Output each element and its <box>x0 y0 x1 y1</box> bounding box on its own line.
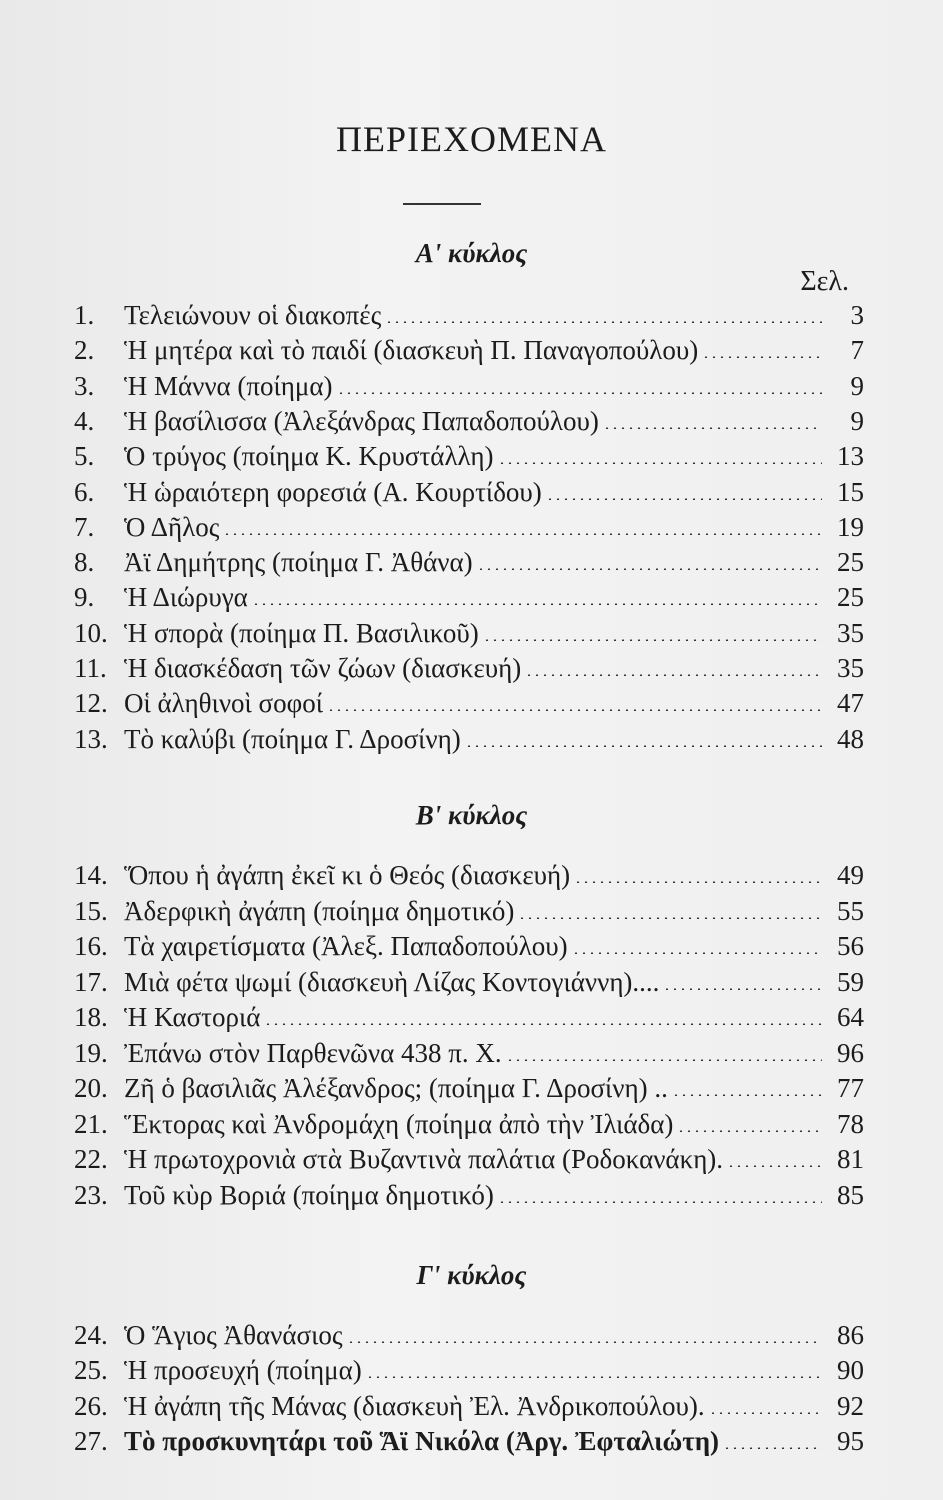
entry-page-number: 19 <box>837 511 864 542</box>
entry-page-number: 56 <box>837 931 864 961</box>
entry-number: 1. <box>74 300 95 330</box>
dot-leader <box>465 745 822 747</box>
entry-number: 5. <box>74 441 95 472</box>
entry-page-number: 78 <box>837 1108 864 1139</box>
entry-page-number: 95 <box>837 1425 864 1456</box>
entry-number: 14. <box>74 860 108 890</box>
dot-leader <box>366 1376 822 1378</box>
dot-leader <box>677 1130 822 1132</box>
entry-number: 8. <box>74 547 95 578</box>
entry-number: 15. <box>74 895 108 926</box>
dot-leader <box>506 1059 822 1061</box>
entry-title: Τοῦ κὺρ Βοριά (ποίημα δημοτικό) <box>124 1179 494 1210</box>
entry-number: 23. <box>74 1179 108 1210</box>
entry-title: Ἡ Διώρυγα <box>124 582 248 613</box>
entry-title: Ὁ τρύγος (ποίημα Κ. Κρυστάλλη) <box>124 441 494 472</box>
toc-entry <box>74 333 864 367</box>
toc-entry <box>74 510 864 544</box>
dot-leader <box>672 1094 822 1096</box>
entry-number: 16. <box>74 931 108 961</box>
entry-title: Μιὰ φέτα ψωμί (διασκευὴ Λίζας Κοντογιάννη).... <box>124 966 660 997</box>
entry-page-number: 64 <box>837 1002 864 1032</box>
toc-entry <box>74 1389 864 1423</box>
entry-page-number: 25 <box>837 582 864 613</box>
entry-number: 25. <box>74 1355 108 1386</box>
toc-entry <box>74 651 864 685</box>
dot-leader <box>723 1447 822 1449</box>
dot-leader <box>727 1165 822 1167</box>
entry-number: 11. <box>74 653 107 683</box>
entry-title: Τὰ χαιρετίσματα (Ἀλεξ. Παπαδοπούλου) <box>124 931 568 961</box>
entry-number: 6. <box>74 476 95 507</box>
title-rule <box>403 203 481 205</box>
entry-number: 24. <box>74 1320 108 1350</box>
toc-entry <box>74 404 864 438</box>
toc-entry <box>74 545 864 579</box>
section-heading-b: Β' κύκλος <box>415 800 528 830</box>
toc-entry <box>74 686 864 720</box>
entry-number: 13. <box>74 723 108 754</box>
toc-entry <box>74 929 864 963</box>
entry-title: Ἡ μητέρα καὶ τὸ παιδί (διασκευὴ Π. Παναγοπούλου) <box>124 335 699 366</box>
toc-entry <box>74 369 864 403</box>
dot-leader <box>525 674 822 676</box>
entry-title: Ἡ πρωτοχρονιὰ στὰ Βυζαντινὰ παλάτια (Ροδοκανάκη). <box>124 1144 724 1174</box>
entry-title: Τὸ προσκυνητάρι τοῦ Ἅϊ Νικόλα (Ἀργ. Ἐφταλιώτη) <box>124 1425 720 1456</box>
entry-number: 19. <box>74 1037 108 1068</box>
entry-title: Ἡ σπορὰ (ποίημα Π. Βασιλικοῦ) <box>124 617 479 648</box>
dot-leader <box>702 356 822 358</box>
entry-page-number: 90 <box>837 1355 864 1386</box>
entry-number: 21. <box>74 1108 108 1139</box>
toc-entry <box>74 1142 864 1176</box>
dot-leader <box>385 321 822 323</box>
entry-title: Ἡ διασκέδαση τῶν ζώων (διασκευή) <box>124 653 522 683</box>
entry-page-number: 9 <box>850 405 864 436</box>
toc-entry <box>74 722 864 756</box>
entry-number: 7. <box>74 511 95 542</box>
toc-entry <box>74 1424 864 1458</box>
entry-page-number: 55 <box>837 895 864 926</box>
entry-title: Ἀδερφικὴ ἀγάπη (ποίημα δημοτικό) <box>124 895 515 926</box>
entry-page-number: 85 <box>837 1179 864 1210</box>
entry-number: 26. <box>74 1390 108 1421</box>
entry-title: Ἡ βασίλισσα (Ἀλεξάνδρας Παπαδοπούλου) <box>124 405 599 436</box>
dot-leader <box>483 639 822 641</box>
entry-number: 17. <box>74 966 108 997</box>
entry-title: Ὁ Ἅγιος Ἀθανάσιος <box>124 1320 343 1350</box>
dot-leader <box>709 1412 822 1414</box>
dot-leader <box>477 568 822 570</box>
entry-title: Ἡ προσευχή (ποίημα) <box>124 1355 362 1386</box>
entry-title: Ἡ Καστοριά <box>124 1002 261 1032</box>
entry-title: Ὁ Δῆλος <box>124 511 220 542</box>
entry-number: 2. <box>74 335 95 366</box>
section-heading-c: Γ' κύκλος <box>416 1260 527 1290</box>
entry-page-number: 96 <box>837 1037 864 1068</box>
entry-title: Ἀϊ Δημήτρης (ποίημα Γ. Ἀθάνα) <box>124 547 473 578</box>
entry-title: Ἡ Μάννα (ποίημα) <box>124 370 333 401</box>
entry-title: Ἕκτορας καὶ Ἀνδρομάχη (ποίημα ἀπὸ τὴν Ἰλιάδα) <box>124 1108 674 1139</box>
toc-entry <box>74 298 864 332</box>
entry-page-number: 35 <box>837 653 864 683</box>
dot-leader <box>663 988 822 990</box>
dot-leader <box>518 917 822 919</box>
dot-leader <box>498 462 823 464</box>
entry-title: Ἡ ἀγάπη τῆς Μάνας (διασκευὴ Ἐλ. Ἀνδρικοπούλου). <box>124 1390 705 1421</box>
entry-title: Ζῆ ὁ βασιλιᾶς Ἀλέξανδρος; (ποίημα Γ. Δροσίνη) .. <box>124 1073 668 1103</box>
entry-page-number: 15 <box>837 476 864 507</box>
toc-entry <box>74 475 864 509</box>
entry-page-number: 25 <box>837 547 864 578</box>
entry-title: Οἱ ἀληθινοὶ σοφοί <box>124 688 323 719</box>
entry-page-number: 3 <box>850 300 864 330</box>
entry-title: Τὸ καλύβι (ποίημα Γ. Δροσίνη) <box>124 723 461 754</box>
toc-entry <box>74 1178 864 1212</box>
entry-title: Ἡ ὡραιότερη φορεσιά (Α. Κουρτίδου) <box>124 476 542 507</box>
entry-page-number: 49 <box>837 860 864 890</box>
dot-leader <box>574 881 822 883</box>
entry-page-number: 92 <box>837 1390 864 1421</box>
dot-leader <box>603 427 822 429</box>
entry-number: 27. <box>74 1425 108 1456</box>
entry-number: 22. <box>74 1144 108 1174</box>
toc-entry <box>74 1107 864 1141</box>
toc-entry <box>74 1000 864 1034</box>
toc-entry <box>74 1353 864 1387</box>
entry-page-number: 35 <box>837 617 864 648</box>
toc-entry <box>74 965 864 999</box>
toc-entry <box>74 439 864 473</box>
dot-leader <box>252 603 822 605</box>
toc-entry <box>74 1071 864 1105</box>
entry-number: 9. <box>74 582 95 613</box>
dot-leader <box>337 392 822 394</box>
entry-page-number: 81 <box>837 1144 864 1174</box>
entry-number: 10. <box>74 617 108 648</box>
page-title: ΠΕΡΙΕΧΟΜΕΝΑ <box>336 119 607 159</box>
section-heading-a: Α' κύκλος <box>415 238 528 268</box>
dot-leader <box>327 709 822 711</box>
entry-title: Ἐπάνω στὸν Παρθενῶνα 438 π. Χ. <box>124 1037 502 1068</box>
entry-number: 20. <box>74 1073 108 1103</box>
entry-page-number: 9 <box>850 370 864 401</box>
entry-number: 12. <box>74 688 108 719</box>
entry-number: 3. <box>74 370 95 401</box>
entry-page-number: 59 <box>837 966 864 997</box>
dot-leader <box>572 952 822 954</box>
entry-title: Ὅπου ἡ ἀγάπη ἐκεῖ κι ὁ Θεός (διασκευή) <box>124 860 571 890</box>
toc-entry <box>74 894 864 928</box>
toc-entry <box>74 580 864 614</box>
entry-page-number: 48 <box>837 723 864 754</box>
entry-page-number: 13 <box>837 441 864 472</box>
page-column-label: Σελ. <box>800 266 849 297</box>
toc-entry <box>74 1318 864 1352</box>
entry-page-number: 47 <box>837 688 864 719</box>
entry-page-number: 7 <box>850 335 864 366</box>
dot-leader <box>546 498 822 500</box>
entry-page-number: 86 <box>837 1320 864 1350</box>
entry-number: 4. <box>74 405 95 436</box>
dot-leader <box>347 1341 822 1343</box>
entry-page-number: 77 <box>837 1073 864 1103</box>
dot-leader <box>223 533 822 535</box>
toc-entry <box>74 858 864 892</box>
toc-entry <box>74 616 864 650</box>
dot-leader <box>498 1201 822 1203</box>
dot-leader <box>264 1023 822 1025</box>
toc-entry <box>74 1036 864 1070</box>
entry-title: Τελειώνουν οἱ διακοπές <box>124 300 382 330</box>
entry-number: 18. <box>74 1002 108 1032</box>
